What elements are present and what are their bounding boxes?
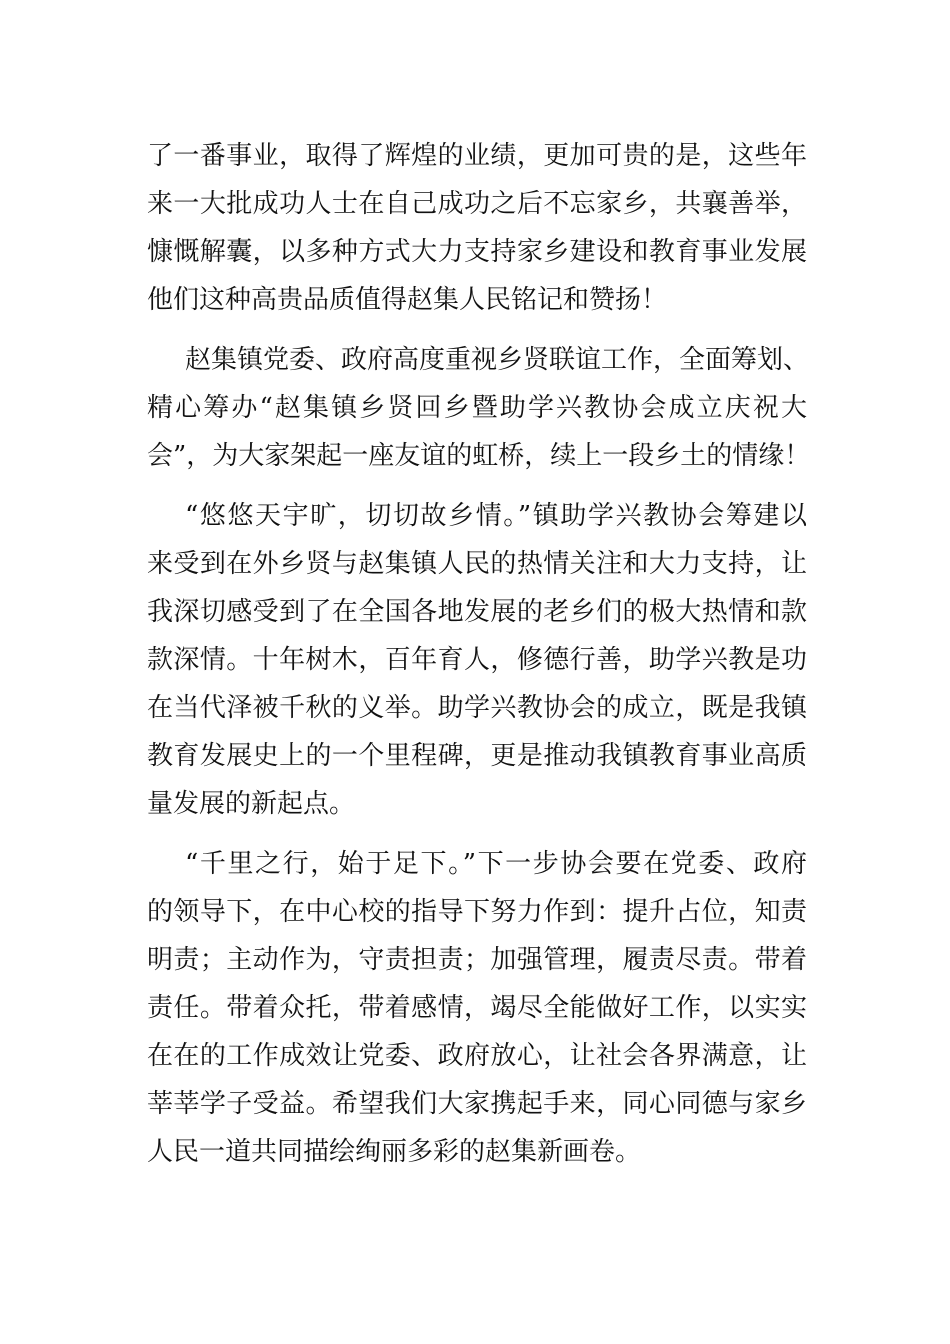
text-line: 会”，为大家架起一座友谊的虹桥，续上一段乡土的情缘！ (147, 441, 811, 471)
text-line: “悠悠天宇旷，切切故乡情。”镇助学兴教协会筹建以 (185, 501, 807, 531)
text-line: 了一番事业，取得了辉煌的业绩，更加可贵的是，这些年 (147, 141, 807, 171)
text-line: 我深切感受到了在全国各地发展的老乡们的极大热情和款 (147, 597, 807, 627)
text-line: 在在的工作成效让党委、政府放心，让社会各界满意，让 (147, 1041, 807, 1071)
text-line: 教育发展史上的一个里程碑，更是推动我镇教育事业高质 (147, 741, 807, 771)
text-line: 莘莘学子受益。希望我们大家携起手来，同心同德与家乡 (147, 1089, 807, 1119)
text-line: 的领导下，在中心校的指导下努力作到：提升占位，知责 (147, 897, 807, 927)
text-line: 款深情。十年树木，百年育人，修德行善，助学兴教是功 (147, 645, 807, 675)
text-line: 人民一道共同描绘绚丽多彩的赵集新画卷。 (147, 1137, 642, 1167)
text-line: 来受到在外乡贤与赵集镇人民的热情关注和大力支持，让 (147, 549, 807, 579)
paragraph (147, 840, 807, 1176)
text-line: 精心筹办“赵集镇乡贤回乡暨助学兴教协会成立庆祝大 (147, 393, 807, 423)
document-body (147, 132, 811, 1188)
paragraph (147, 336, 811, 480)
paragraph (147, 132, 807, 324)
text-line: 来一大批成功人士在自己成功之后不忘家乡，共襄善举， (147, 189, 807, 219)
text-line: “千里之行，始于足下。”下一步协会要在党委、政府 (185, 849, 807, 879)
text-line: 慷慨解囊，以多种方式大力支持家乡建设和教育事业发展 (147, 237, 807, 267)
text-line: 明责；主动作为，守责担责；加强管理，履责尽责。带着 (147, 945, 807, 975)
text-line: 责任。带着众托，带着感情，竭尽全能做好工作，以实实 (147, 993, 807, 1023)
text-line: 量发展的新起点。 (147, 789, 356, 819)
text-line: 在当代泽被千秋的义举。助学兴教协会的成立，既是我镇 (147, 693, 807, 723)
paragraph (147, 492, 807, 828)
text-line: 赵集镇党委、政府高度重视乡贤联谊工作，全面筹划、 (185, 345, 810, 375)
text-line: 他们这种高贵品质值得赵集人民铭记和赞扬！ (147, 285, 668, 315)
